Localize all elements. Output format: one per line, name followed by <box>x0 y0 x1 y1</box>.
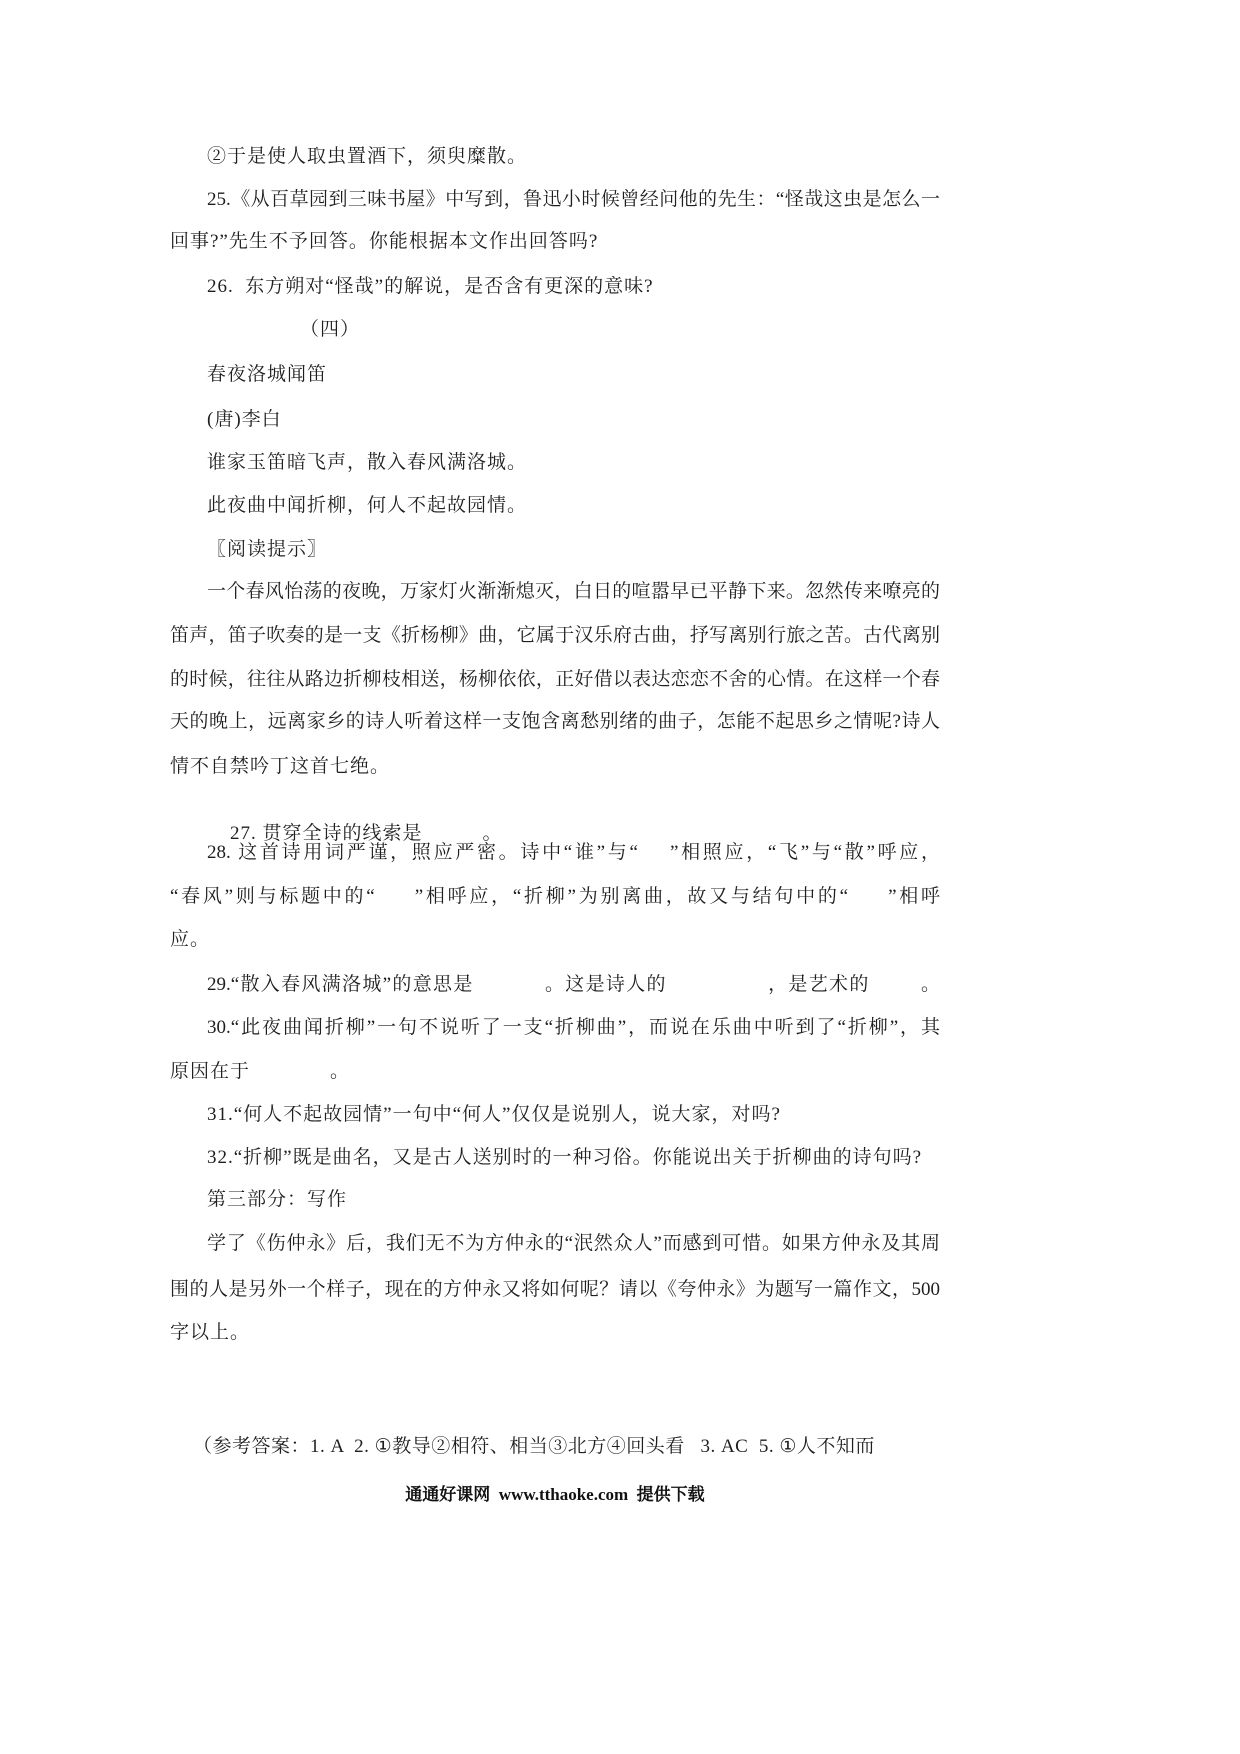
reading-tip-line: 笛声，笛子吹奏的是一支《折杨柳》曲，它属于汉乐府古曲，抒写离别行旅之苦。古代离别 <box>170 625 940 646</box>
fill-in-blank <box>474 989 544 990</box>
question-30-line-2 <box>170 1060 350 1084</box>
question-28-text: ”相呼应，“折柳”为别离曲，故又与结句中的“ <box>414 886 849 907</box>
writing-prompt-line: 字以上。 <box>170 1322 251 1343</box>
question-29-text: ，是艺术的 <box>766 974 870 995</box>
reading-tip-line: 情不自禁吟丁这首七绝。 <box>170 756 391 777</box>
question-32: 32.“折柳”既是曲名，又是古人送别时的一种习俗。你能说出关于折柳曲的诗句吗? <box>207 1147 923 1168</box>
fill-in-blank <box>848 901 888 902</box>
page-footer: 通通好课网 www.tthaoke.com 提供下载 <box>405 1485 705 1504</box>
question-27-text: 。 <box>482 823 503 844</box>
question-28-text: ”相呼 <box>888 886 940 907</box>
reading-tip-line: 一个春风怡荡的夜晚，万家灯火渐渐熄灭，白日的喧嚣早已平静下来。忽然传来嘹亮的 <box>207 581 940 602</box>
fill-in-blank <box>667 989 767 990</box>
question-29-text: 。这是诗人的 <box>543 974 667 995</box>
poem-title: 春夜洛城闻笛 <box>207 364 328 385</box>
poem-author: (唐)李白 <box>207 409 282 430</box>
question-27-text: 27. 贯穿全诗的线索是 <box>230 823 423 844</box>
fill-in-blank <box>250 1076 330 1077</box>
part-3-heading: 第三部分：写作 <box>207 1189 348 1210</box>
question-30-text: 原因在于 <box>170 1061 251 1082</box>
question-29-text: 。 <box>919 974 940 995</box>
fill-in-blank <box>870 989 920 990</box>
fill-in-blank <box>375 901 415 902</box>
reading-tip-heading: 〖阅读提示〗 <box>207 539 328 560</box>
poem-line: 此夜曲中闻折柳，何人不起故园情。 <box>207 495 528 516</box>
fill-in-blank <box>638 857 670 858</box>
reference-answers: （参考答案：1. A 2. ①教导②相符、相当③北方④回头看 3. AC 5. ①人不知而 <box>193 1436 875 1457</box>
writing-prompt-line: 学了《伤仲永》后，我们无不为方仲永的“泯然众人”而感到可惜。如果方仲永及其周 <box>207 1233 940 1254</box>
question-28-text: “春风”则与标题中的“ <box>170 886 375 907</box>
reading-tip-line: 天的晚上，远离家乡的诗人听着这样一支饱含离愁别绪的曲子，怎能不起思乡之情呢?诗人 <box>170 711 940 732</box>
question-31: 31.“何人不起故园情”一句中“何人”仅仅是说别人，说大家，对吗? <box>207 1104 781 1125</box>
question-27 <box>207 798 503 844</box>
question-28-text: 28. 这首诗用词严谨，照应严密。诗中“谁”与“ <box>207 842 638 863</box>
question-29-text: 29.“散入春风满洛城”的意思是 <box>207 974 474 995</box>
reading-tip-line: 的时候，往往从路边折柳枝相送，杨柳依依，正好借以表达恋恋不舍的心情。在这样一个春 <box>170 669 940 690</box>
writing-prompt-line: 围的人是另外一个样子，现在的方仲永又将如何呢？请以《夸仲永》为题写一篇作文，500 <box>170 1279 940 1300</box>
section-heading: （四） <box>300 319 361 340</box>
question-25-line-1: 25.《从百草园到三味书屋》中写到，鲁迅小时候曾经问他的先生：“怪哉这虫是怎么一 <box>207 189 940 210</box>
question-28-line-3: 应。 <box>170 929 211 950</box>
translation-sentence: ②于是使人取虫置酒下，须臾糜散。 <box>207 146 528 167</box>
fill-in-blank <box>423 838 483 839</box>
question-28-line-2 <box>170 885 940 909</box>
question-28-text: ”相照应，“飞”与“散”呼应， <box>669 842 940 863</box>
poem-line: 谁家玉笛暗飞声，散入春风满洛城。 <box>207 452 528 473</box>
question-29 <box>207 973 940 997</box>
question-25-line-2: 回事?”先生不予回答。你能根据本文作出回答吗? <box>170 231 599 252</box>
question-30-text: 。 <box>330 1061 351 1082</box>
question-28-line-1 <box>207 841 940 865</box>
question-26: 26. 东方朔对“怪哉”的解说，是否含有更深的意味? <box>207 276 654 297</box>
question-30-line-1: 30.“此夜曲闻折柳”一句不说听了一支“折柳曲”，而说在乐曲中听到了“折柳”，其 <box>207 1017 940 1038</box>
